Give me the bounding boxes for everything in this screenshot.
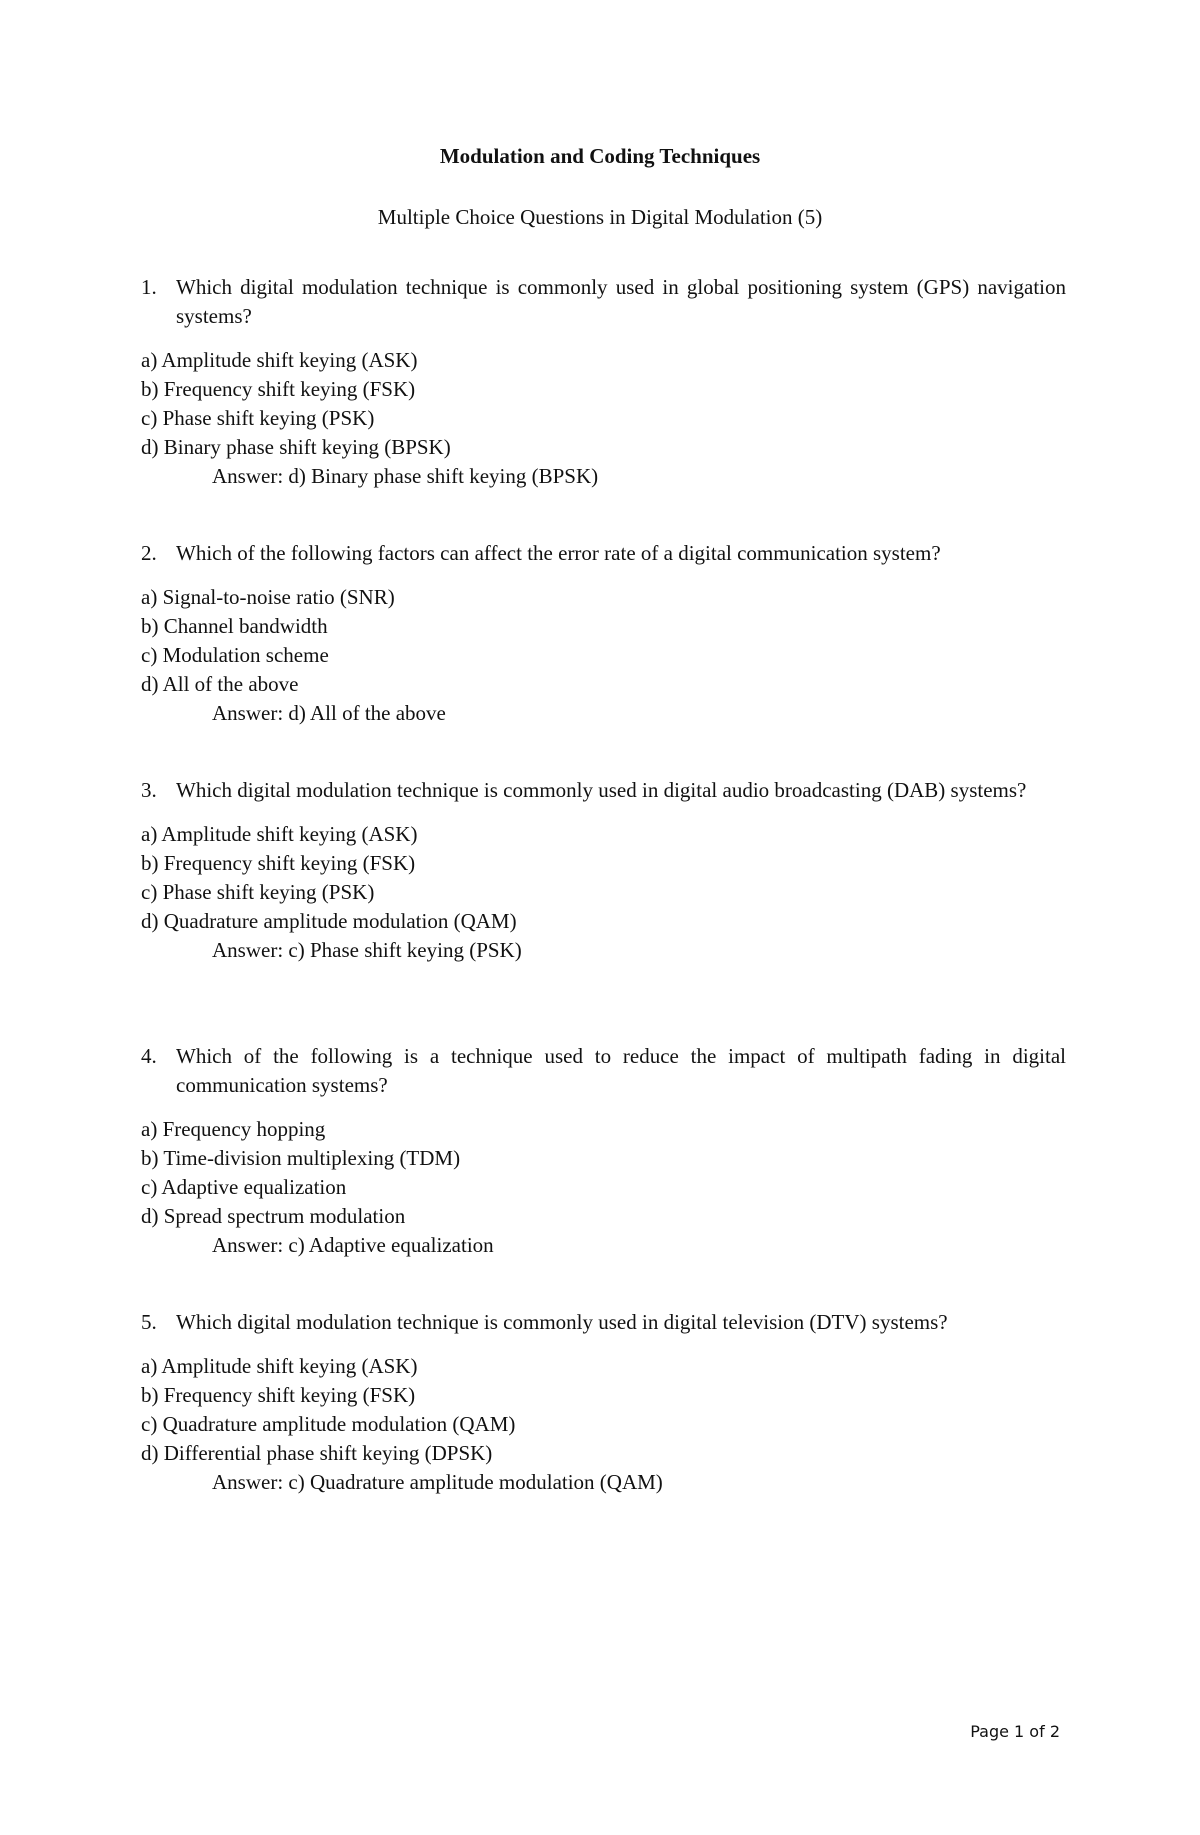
option-d: d) Differential phase shift keying (DPSK): [141, 1441, 493, 1465]
question-5: [141, 1308, 1066, 1497]
answer-line: Answer: d) All of the above: [212, 701, 446, 725]
option-b: b) Frequency shift keying (FSK): [141, 1383, 416, 1407]
option-list: [141, 346, 1066, 462]
question-text: Which of the following is a technique used to reduce the impact of multipath fading in digital communication systems?: [176, 1044, 1066, 1097]
option-b: b) Frequency shift keying (FSK): [141, 377, 416, 401]
question-number: 4.: [141, 1044, 157, 1068]
option-a: a) Amplitude shift keying (ASK): [141, 1354, 418, 1378]
option-d: d) All of the above: [141, 672, 299, 696]
question-stem: [141, 539, 1066, 568]
question-stem: [141, 273, 1066, 331]
answer-line: Answer: c) Phase shift keying (PSK): [212, 938, 522, 962]
question-text: Which of the following factors can affect the error rate of a digital communication system?: [176, 541, 941, 565]
answer-line: Answer: d) Binary phase shift keying (BPSK): [212, 464, 599, 488]
option-b: b) Channel bandwidth: [141, 614, 328, 638]
option-list: [141, 583, 1066, 699]
question-number: 2.: [141, 541, 157, 565]
question-text: Which digital modulation technique is commonly used in digital television (DTV) systems?: [176, 1310, 948, 1334]
question-number: 5.: [141, 1310, 157, 1334]
option-c: c) Modulation scheme: [141, 643, 329, 667]
question-number: 1.: [141, 275, 157, 299]
document-title: Modulation and Coding Techniques: [439, 144, 761, 168]
question-stem: [141, 1308, 1066, 1337]
option-c: c) Quadrature amplitude modulation (QAM): [141, 1412, 516, 1436]
question-3: [141, 776, 1066, 965]
question-2: [141, 539, 1066, 728]
answer-line: Answer: c) Adaptive equalization: [212, 1233, 494, 1257]
option-d: d) Spread spectrum modulation: [141, 1204, 406, 1228]
option-c: c) Phase shift keying (PSK): [141, 406, 375, 430]
document-subtitle: Multiple Choice Questions in Digital Modulation (5): [377, 205, 823, 229]
option-d: d) Quadrature amplitude modulation (QAM): [141, 909, 517, 933]
option-b: b) Frequency shift keying (FSK): [141, 851, 416, 875]
option-d: d) Binary phase shift keying (BPSK): [141, 435, 451, 459]
answer-line: Answer: c) Quadrature amplitude modulation (QAM): [212, 1470, 663, 1494]
question-number: 3.: [141, 778, 157, 802]
option-list: [141, 1115, 1066, 1231]
option-list: [141, 1352, 1066, 1468]
option-list: [141, 820, 1066, 936]
option-a: a) Frequency hopping: [141, 1117, 326, 1141]
question-4: [141, 1042, 1066, 1260]
option-c: c) Phase shift keying (PSK): [141, 880, 375, 904]
option-c: c) Adaptive equalization: [141, 1175, 347, 1199]
page-number-footer: Page 1 of 2: [970, 1722, 1060, 1741]
question-stem: [141, 1042, 1066, 1100]
question-text: Which digital modulation technique is commonly used in global positioning system (GPS) navigation systems?: [176, 275, 1066, 328]
question-1: [141, 273, 1066, 491]
option-a: a) Amplitude shift keying (ASK): [141, 348, 418, 372]
option-a: a) Signal-to-noise ratio (SNR): [141, 585, 395, 609]
option-b: b) Time-division multiplexing (TDM): [141, 1146, 461, 1170]
option-a: a) Amplitude shift keying (ASK): [141, 822, 418, 846]
question-stem: [141, 776, 1066, 805]
question-text: Which digital modulation technique is commonly used in digital audio broadcasting (DAB) systems?: [176, 778, 1027, 802]
